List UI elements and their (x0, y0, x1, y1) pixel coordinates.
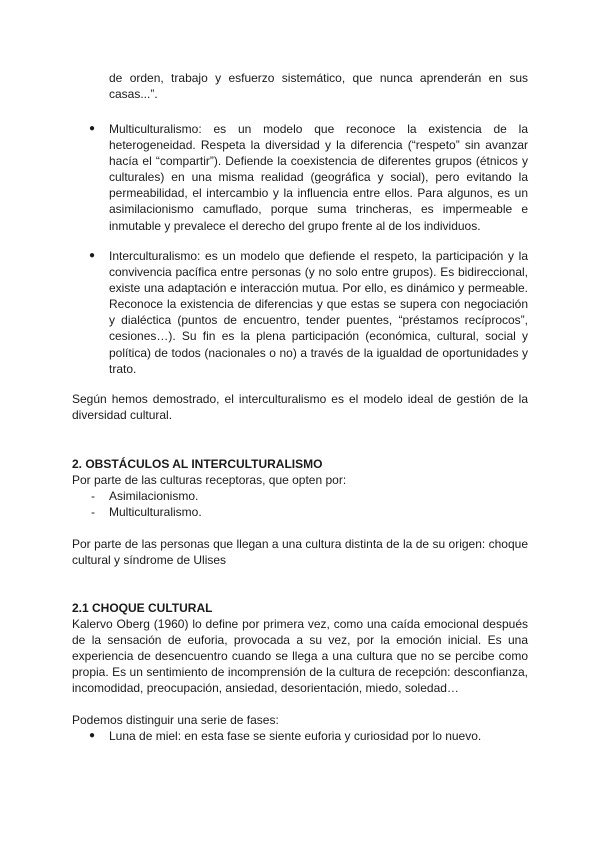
bullet-icon: ● (88, 250, 96, 261)
migrants-paragraph: Por parte de las personas que llegan a una cultura distinta de la de su origen: choque cultural y síndrome de Ulises (72, 537, 528, 568)
list-item: Multiculturalismo. (109, 505, 202, 519)
phases-intro: Podemos distinguir una serie de fases: (72, 713, 279, 727)
section-21-heading: 2.1 CHOQUE CULTURAL (72, 601, 213, 615)
list-item: Asimilacionismo. (109, 489, 199, 503)
section-2-intro: Por parte de las culturas receptoras, que opten por: (72, 473, 347, 487)
dash-marker: - (91, 489, 95, 503)
conclusion-paragraph: Según hemos demostrado, el interculturalismo es el modelo ideal de gestión de la diversidad cultural. (72, 392, 528, 423)
bullet-icon: ● (88, 730, 96, 741)
list-item-luna-de-miel: Luna de miel: en esta fase se siente euforia y curiosidad por lo nuevo. (109, 729, 482, 743)
choque-cultural-paragraph: Kalervo Oberg (1960) lo define por primera vez, como una caída emocional después de la sensación de euforia, provocada a su vez, por la emoción inicial. Es una experiencia de desencuentro cuando se llega a una cultura que no se percibe como propia. Es un sentimiento de incomprensión de la cultura de recepción: desconfianza, incomodidad, preocupación, ansiedad, desorientación, miedo, soledad… (72, 617, 528, 696)
list-item-interculturalismo: Interculturalismo: es un modelo que defiende el respeto, la participación y la convivencia pacífica entre personas (y no solo entre grupos). Es bidireccional, existe una adaptación e interacción mutua. Por ello, es dinámico y permeable. Reconoce la existencia de diferencias y que estas se supera con negociación y dialéctica (puntos de encuentro, tender puentes, “préstamos recíprocos”, cesiones…). Su fin es la plena participación (económica, cultural, social y política) de todos (nacionales o no) a través de la igualdad de oportunidades y trato. (109, 249, 528, 376)
quote-continuation: de orden, trabajo y esfuerzo sistemático, que nunca aprenderán en sus casas...”. (109, 71, 528, 102)
bullet-icon: ● (88, 123, 96, 134)
list-item-multiculturalismo: Multiculturalismo: es un modelo que reconoce la existencia de la heterogeneidad. Respeta la diversidad y la diferencia (“respeto” sin avanzar hacía el “compartir”). Defiende la coexistencia de diferentes grupos (étnicos y culturales) en una misma realidad (geográfica y social), pero evitando la permeabilidad, el intercambio y la influencia entre ellos. Para algunos, es un asimilacionismo camuflado, porque suma trincheras, es impermeable e inmutable y prevalece el derecho del grupo frente al de los individuos. (109, 122, 528, 233)
dash-marker: - (91, 505, 95, 519)
section-2-heading: 2. OBSTÁCULOS AL INTERCULTURALISMO (72, 457, 323, 471)
